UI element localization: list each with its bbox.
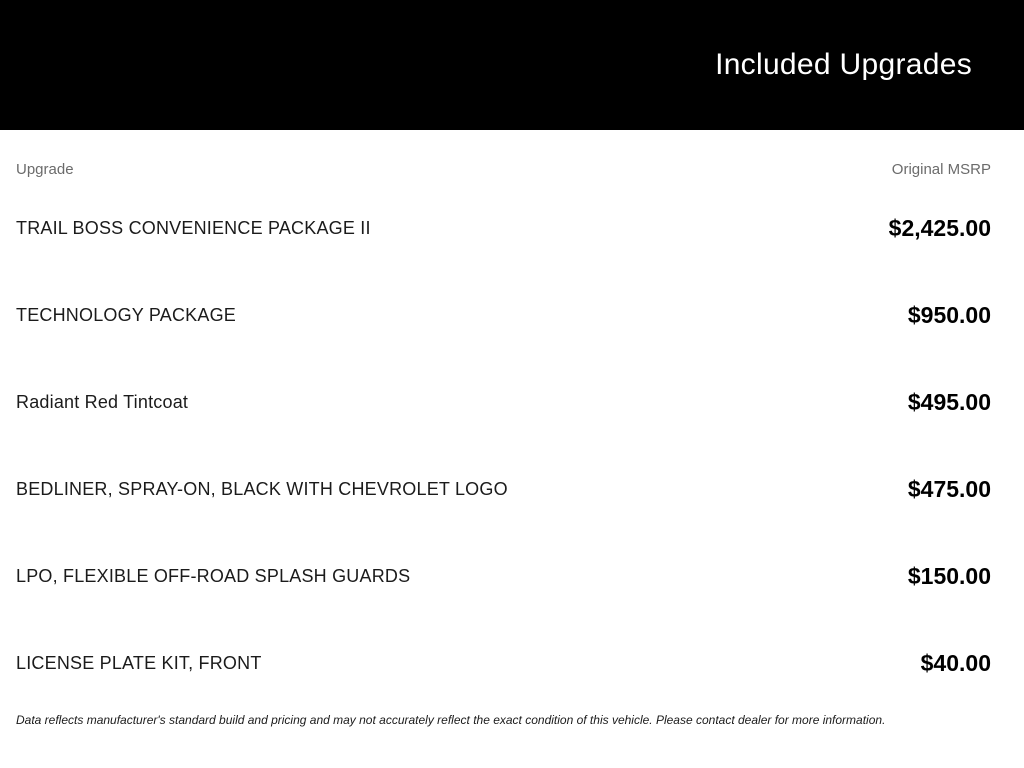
page-title: Included Upgrades (715, 48, 972, 81)
table-row (16, 185, 991, 272)
upgrade-name: Radiant Red Tintcoat (16, 392, 189, 412)
table-row (16, 272, 991, 359)
upgrade-name: BEDLINER, SPRAY-ON, BLACK WITH CHEVROLET LOGO (16, 479, 508, 499)
table-row (16, 359, 991, 446)
column-header-original-msrp: Original MSRP (891, 161, 991, 178)
disclaimer-text: Data reflects manufacturer's standard build and pricing and may not accurately reflect the exact condition of this vehicle. Please contact dealer for more information. (16, 713, 886, 727)
upgrade-name: LICENSE PLATE KIT, FRONT (16, 653, 262, 673)
header-bar (0, 0, 1024, 130)
table-row (16, 533, 991, 620)
column-header-upgrade: Upgrade (16, 161, 74, 178)
table-body (16, 185, 991, 707)
upgrade-msrp: $950.00 (907, 302, 991, 328)
upgrade-msrp: $475.00 (907, 476, 991, 502)
upgrade-msrp: $40.00 (920, 650, 991, 676)
upgrade-msrp: $150.00 (907, 563, 991, 589)
table-row (16, 620, 991, 707)
table-row (16, 446, 991, 533)
upgrade-name: TRAIL BOSS CONVENIENCE PACKAGE II (16, 218, 371, 238)
upgrades-table (0, 161, 1024, 727)
upgrade-msrp: $2,425.00 (888, 215, 991, 241)
upgrade-name: TECHNOLOGY PACKAGE (16, 305, 236, 325)
upgrade-name: LPO, FLEXIBLE OFF-ROAD SPLASH GUARDS (16, 566, 411, 586)
upgrade-msrp: $495.00 (907, 389, 991, 415)
table-header-row (16, 161, 991, 178)
